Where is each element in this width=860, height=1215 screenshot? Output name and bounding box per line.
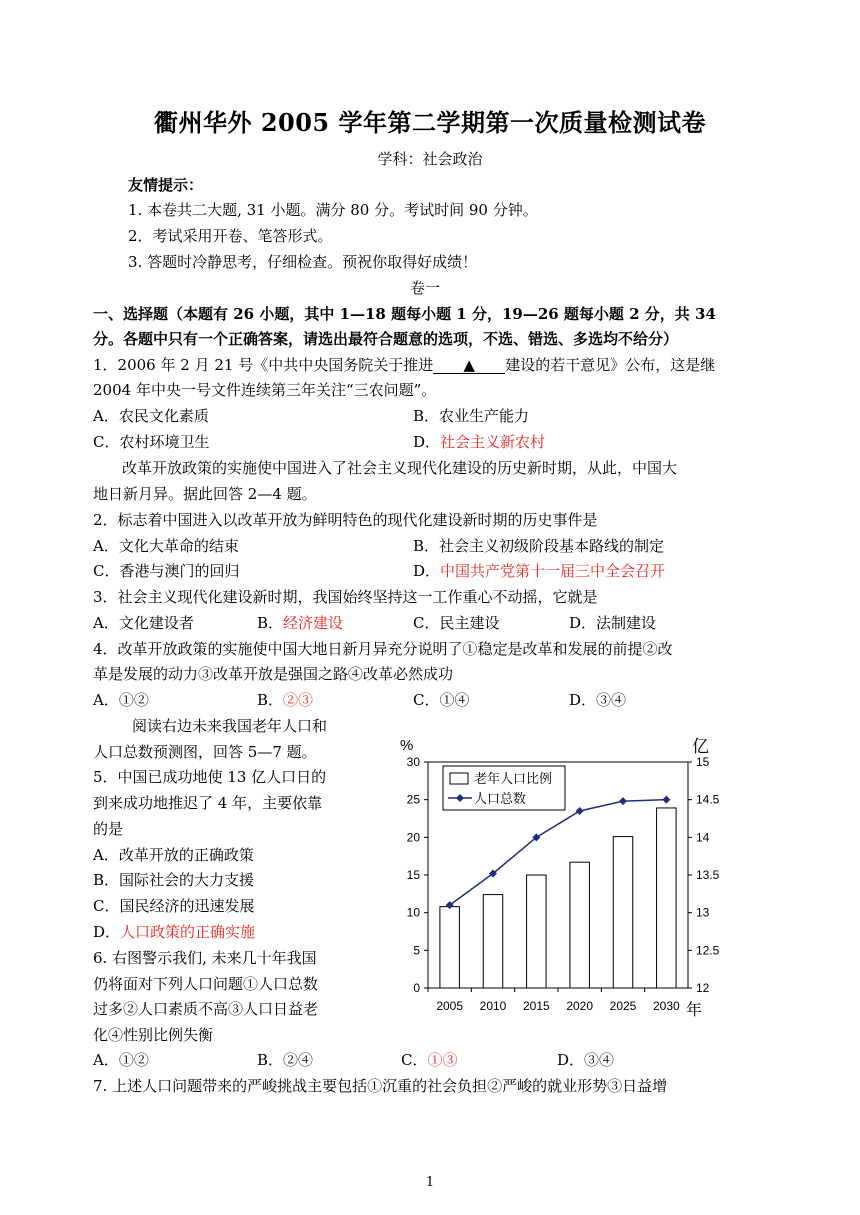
tips-heading: 友情提示： xyxy=(128,176,204,194)
q6-answer-highlight: ①③ xyxy=(427,1051,458,1069)
y-left-tick-label: 10 xyxy=(406,905,420,920)
q1-answer-highlight: 社会主义新农村 xyxy=(440,433,546,451)
q4-option-b: B．②③ xyxy=(257,691,314,709)
y-right-tick-label: 14 xyxy=(696,830,710,845)
part1-heading-line2: 分。各题中只有一个正确答案，请选出最符合题意的选项，不选、错选、多选均不给分） xyxy=(93,330,679,348)
q1-option-c: C．农村环境卫生 xyxy=(93,433,210,451)
q4-answer-highlight: ②③ xyxy=(283,691,314,709)
tip-item-1: 1. 本卷共二大题, 31 小题。满分 80 分。考试时间 90 分钟。 xyxy=(128,201,538,219)
q4-option-c: C．①④ xyxy=(413,691,470,709)
question-5-line1: 5．中国已成功地使 13 亿人口日的 xyxy=(93,768,327,786)
legend-bar-swatch xyxy=(450,773,468,784)
x-tick-label: 2030 xyxy=(652,999,680,1013)
y-left-tick-label: 30 xyxy=(406,755,420,769)
question-6-line4: 化④性别比例失衡 xyxy=(93,1026,214,1044)
intro-5-7-line1: 阅读右边未来我国老年人口和 xyxy=(132,717,328,735)
exam-subject: 学科：社会政治 xyxy=(377,150,483,168)
intro-2-4-line1: 改革开放政策的实施使中国进入了社会主义现代化建设的历史新时期，从此，中国大 xyxy=(122,459,678,477)
y-left-tick-label: 15 xyxy=(406,868,420,882)
y-left-tick-label: 5 xyxy=(413,943,420,958)
x-tick-label: 2010 xyxy=(479,999,507,1013)
question-5-line2: 到来成功地推迟了 4 年，主要依靠 xyxy=(93,794,323,812)
question-4-line1: 4．改革开放政策的实施使中国大地日新月异充分说明了①稳定是改革和发展的前提②改 xyxy=(93,640,673,658)
q5-option-d: D．人口政策的正确实施 xyxy=(93,923,256,941)
y-right-tick-label: 13.5 xyxy=(696,868,720,882)
question-5-line3: 的是 xyxy=(93,820,124,838)
q6-option-a: A．①② xyxy=(93,1051,149,1069)
y-right-tick-label: 12.5 xyxy=(696,943,720,958)
question-3-stem: 3．社会主义现代化建设新时期，我国始终坚持这一工作重心不动摇，它就是 xyxy=(93,588,598,606)
q5-option-b: B．国际社会的大力支援 xyxy=(93,871,255,889)
chart-bar-2010 xyxy=(483,895,503,988)
q2-option-b: B．社会主义初级阶段基本路线的制定 xyxy=(413,537,665,555)
q4-option-a: A．①② xyxy=(93,691,149,709)
y-right-unit-label: 亿 xyxy=(692,737,709,756)
question-2-stem: 2．标志着中国进入以改革开放为鲜明特色的现代化建设新时期的历史事件是 xyxy=(93,511,598,529)
q5-option-c: C．国民经济的迅速发展 xyxy=(93,897,255,915)
tip-item-2: 2．考试采用开卷、笔答形式。 xyxy=(128,227,333,245)
y-left-tick-label: 0 xyxy=(413,981,420,995)
legend-line-label: 人口总数 xyxy=(474,791,527,806)
exam-title: 衢州华外 2005 学年第二学期第一次质量检测试卷 xyxy=(153,108,706,137)
intro-5-7-line2: 人口总数预测图，回答 5—7 题。 xyxy=(93,743,317,761)
y-right-tick-label: 15 xyxy=(696,755,710,769)
page-number: 1 xyxy=(425,1175,435,1190)
q6-option-d: D．③④ xyxy=(557,1051,615,1069)
chart-bar-2005 xyxy=(440,907,460,988)
population-forecast-chart xyxy=(380,730,720,1025)
y-right-tick-label: 12 xyxy=(696,981,710,995)
intro-2-4-line2: 地日新月异。据此回答 2—4 题。 xyxy=(93,485,317,503)
q1-option-a: A．农民文化素质 xyxy=(93,407,209,425)
q3-option-a: A．文化建设者 xyxy=(93,614,194,632)
q6-option-b: B．②④ xyxy=(257,1051,314,1069)
section-label: 卷一 xyxy=(410,279,441,297)
x-tick-label: 2005 xyxy=(436,999,464,1013)
legend-bar-label: 老年人口比例 xyxy=(474,771,553,786)
q3-option-d: D．法制建设 xyxy=(569,614,657,632)
question-6-line2: 仍将面对下列人口问题①人口总数 xyxy=(93,975,319,993)
q5-answer-highlight: 人口政策的正确实施 xyxy=(120,923,256,941)
chart-bar-2020 xyxy=(570,862,590,988)
q3-option-c: C．民主建设 xyxy=(413,614,500,632)
x-unit-label: 年 xyxy=(686,1002,703,1019)
answer-blank: ▲ xyxy=(433,357,505,374)
y-left-unit-label: % xyxy=(400,737,414,754)
x-tick-label: 2020 xyxy=(566,999,594,1013)
q2-option-d: D．中国共产党第十一届三中全会召开 xyxy=(413,562,666,580)
q3-answer-highlight: 经济建设 xyxy=(283,614,344,632)
part1-heading-line1: 一、选择题（本题有 26 小题，其中 1—18 题每小题 1 分，19—26 题每小题 2 分，共 34 xyxy=(93,305,716,323)
question-1-line1: 1．2006 年 2 月 21 号《中共中央国务院关于推进 ▲ 建设的若干意见》公布，这是继 xyxy=(93,356,716,374)
q2-answer-highlight: 中国共产党第十一届三中全会召开 xyxy=(440,562,666,580)
y-right-tick-label: 14.5 xyxy=(696,792,720,807)
y-left-tick-label: 20 xyxy=(406,830,420,845)
y-left-tick-label: 25 xyxy=(406,792,420,807)
q2-option-a: A．文化大革命的结束 xyxy=(93,537,239,555)
q5-option-a: A．改革开放的正确政策 xyxy=(93,846,254,864)
x-tick-label: 2025 xyxy=(609,999,637,1013)
question-6-line1: 6. 右图警示我们, 未来几十年我国 xyxy=(93,949,317,967)
y-right-tick-label: 13 xyxy=(696,905,710,920)
question-6-line3: 过多②人口素质不高③人口日益老 xyxy=(93,1000,319,1018)
q2-option-c: C．香港与澳门的回归 xyxy=(93,562,240,580)
q6-option-c: C．①③ xyxy=(401,1051,458,1069)
question-1-line2: 2004 年中央一号文件连续第三年关注“三农问题”。 xyxy=(93,381,437,399)
chart-bar-2030 xyxy=(657,808,677,988)
chart-bar-2025 xyxy=(613,837,633,988)
question-4-line2: 革是发展的动力③改革开放是强国之路④改革必然成功 xyxy=(93,665,454,683)
chart-bar-2015 xyxy=(527,875,547,988)
q4-option-d: D．③④ xyxy=(569,691,627,709)
tip-item-3: 3. 答题时冷静思考，仔细检查。预祝你取得好成绩！ xyxy=(128,253,478,271)
q1-option-b: B．农业生产能力 xyxy=(413,407,530,425)
question-7-line1: 7. 上述人口问题带来的严峻挑战主要包括①沉重的社会负担②严峻的就业形势③日益增 xyxy=(93,1077,668,1095)
q1-option-d: D．社会主义新农村 xyxy=(413,433,546,451)
x-tick-label: 2015 xyxy=(522,999,550,1013)
q3-option-b: B．经济建设 xyxy=(257,614,344,632)
